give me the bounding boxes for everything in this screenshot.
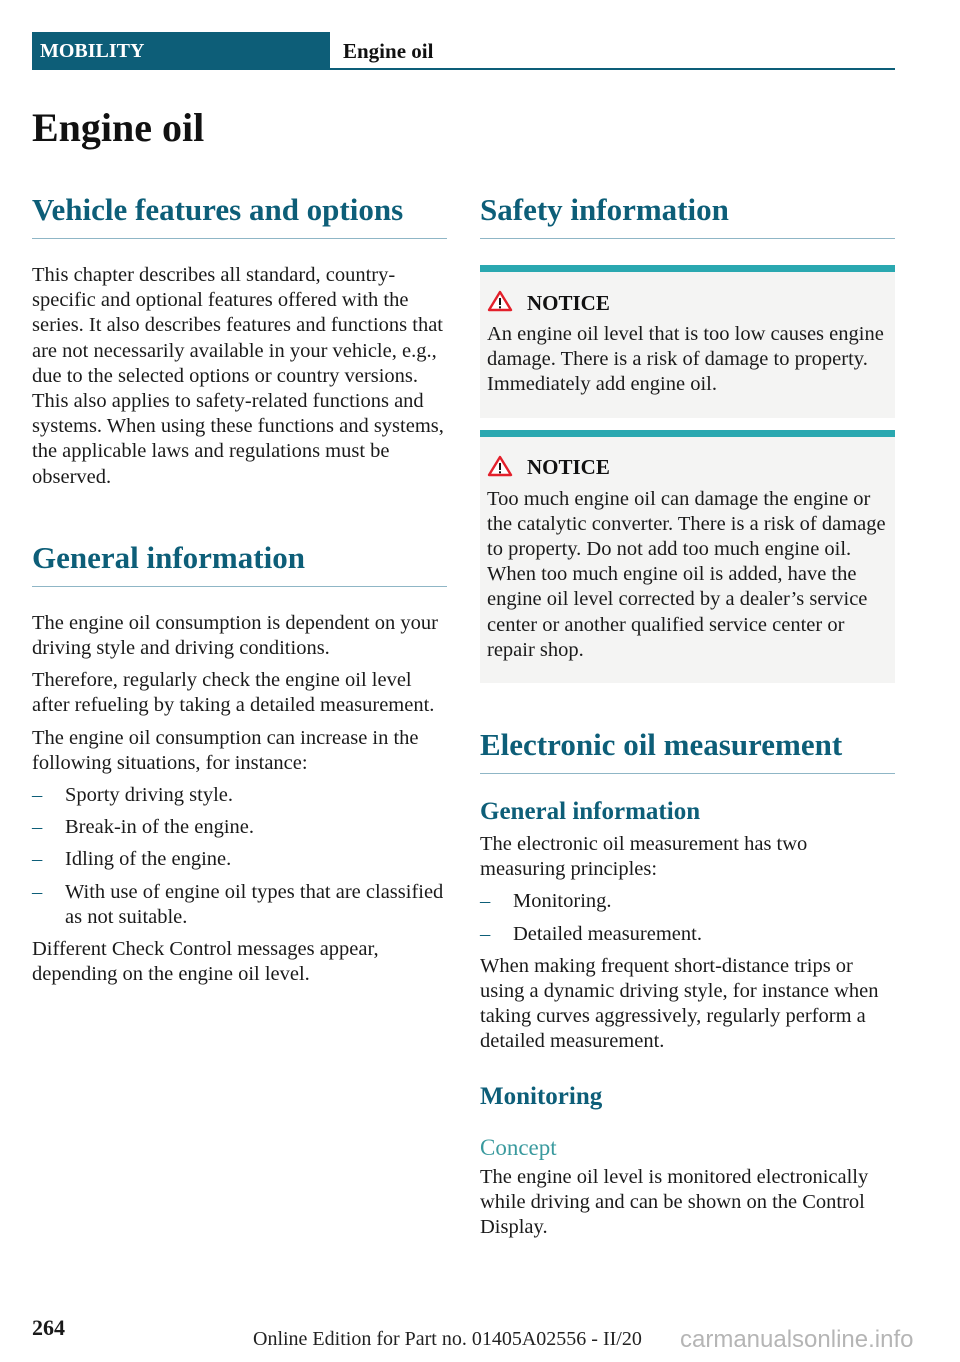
notice-title: NOTICE <box>527 455 610 480</box>
paragraph: When making frequent short-distance trips or using a dynamic driving style, for instance when taking curves aggressively, regularly perform a detailed measurement. <box>480 954 879 1053</box>
warning-triangle-icon <box>487 455 513 481</box>
paragraph: This chapter describes all standard, country-specific and optional features offered with the series. It also describes features and functions that are not necessarily available in your vehicle, e.g., due to the selected options or country versions. This also applies to safety-related functions and systems. When using these functions and systems, the applicable laws and regulations must be observed. <box>32 264 444 488</box>
section-heading: Electronic oil measurement <box>480 725 895 774</box>
dash-bullet-icon: – <box>480 922 491 945</box>
subsubsection-heading: Concept <box>480 1134 557 1160</box>
list-item: – Sporty driving style. <box>32 783 447 808</box>
dash-bullet-icon: – <box>32 848 43 871</box>
left-column <box>32 190 447 987</box>
topic-label: Engine oil <box>343 39 434 63</box>
paragraph: The engine oil consumption is dependent on your driving style and driving conditions. <box>32 611 438 660</box>
notice-title: NOTICE <box>527 290 610 315</box>
principles-list <box>480 889 895 946</box>
notice-text: An engine oil level that is too low causes engine damage. There is a risk of damage to property. Immediately add engine oil. <box>487 323 884 396</box>
notice-box <box>480 430 895 683</box>
watermark: carmanualsonline.info <box>680 1326 914 1353</box>
list-item: – Break-in of the engine. <box>32 815 447 840</box>
chapter-label: MOBILITY <box>32 32 330 70</box>
list-item: – Idling of the engine. <box>32 847 447 872</box>
list-item: – Monitoring. <box>480 889 895 914</box>
right-column <box>480 190 895 1240</box>
warning-triangle-icon <box>487 290 513 316</box>
situations-list <box>32 783 447 930</box>
dash-bullet-icon: – <box>480 890 491 913</box>
paragraph: The engine oil consumption can increase in the following situations, for instance: <box>32 726 419 774</box>
vehicle-features-section <box>32 190 447 490</box>
page-number: 264 <box>32 1315 65 1340</box>
general-information-section <box>32 538 447 988</box>
running-header <box>32 32 895 70</box>
dash-bullet-icon: – <box>32 880 43 903</box>
notice-text: Too much engine oil can damage the engine or the catalytic converter. There is a risk of damage to property. Do not add too much engine oil. When too much engine oil is added, have the engine oil level corrected by a dealer’s service center or another qualified service center or repair shop. <box>487 487 886 661</box>
list-item: – Detailed measurement. <box>480 922 895 947</box>
dash-bullet-icon: – <box>32 816 43 839</box>
section-heading: Safety information <box>480 190 895 239</box>
list-item: – With use of engine oil types that are classified as not suitable. <box>32 880 444 928</box>
section-heading: Vehicle features and options <box>32 190 447 239</box>
subsection-heading: Monitoring <box>480 1082 603 1110</box>
safety-information-section <box>480 190 895 683</box>
page-title: Engine oil <box>32 105 205 150</box>
subsection-heading: General information <box>480 798 701 826</box>
notice-box <box>480 265 895 418</box>
electronic-oil-measurement-section <box>480 725 895 1240</box>
paragraph: Different Check Control messages appear, depending on the engine oil level. <box>32 938 379 986</box>
paragraph: The electronic oil measurement has two measuring principles: <box>480 833 808 881</box>
paragraph: The engine oil level is monitored electronically while driving and can be shown on the Control Display. <box>480 1165 869 1239</box>
dash-bullet-icon: – <box>32 784 43 807</box>
paragraph: Therefore, regularly check the engine oil level after refueling by taking a detailed measurement. <box>32 669 435 717</box>
section-heading: General information <box>32 538 447 587</box>
edition-note: Online Edition for Part no. 01405A02556 - II/20 <box>253 1328 642 1350</box>
